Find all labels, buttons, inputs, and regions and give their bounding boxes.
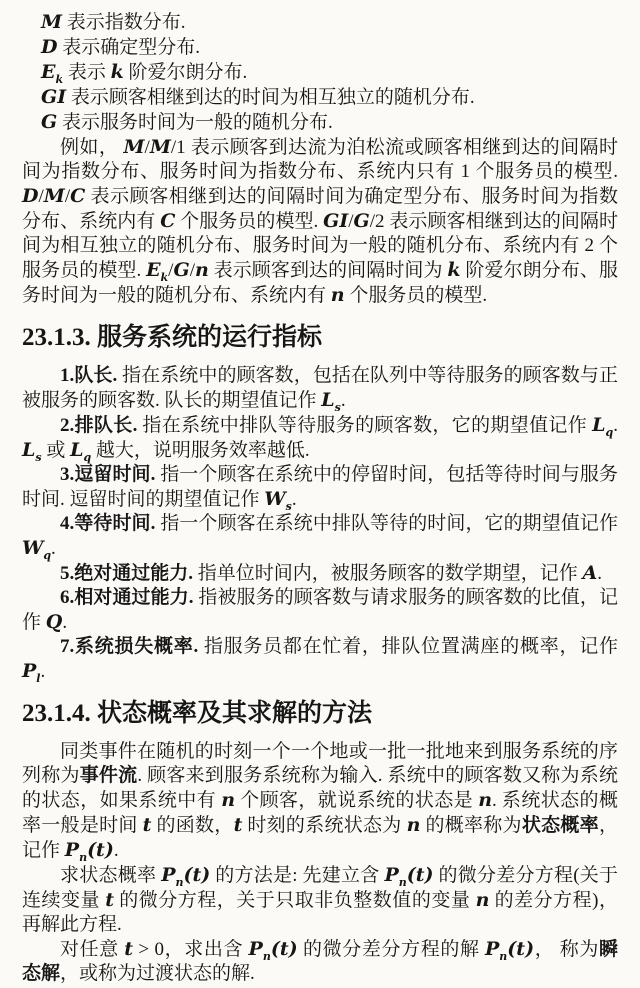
- state-probability-section: [22, 740, 618, 988]
- model-examples-paragraph: 例如， M/M/1 表示顾客到达流为泊松流或顾客相继到达的间隔时间为指数分布、服务时间为指数分布、系统内只有 1 个服务员的模型. D/M/C 表示顾客相继到达的间隔时间为确定型分布、服务时间为指数分布、系统内有 C 个服务员的模型. GI/G/2 表示顾客相继到达的间隔时间为相互独立的随机分布、服务时间为一般的随机分布、系统内有 2 个服务员的模型. $E_k/G/n$ 表示顾客到达的间隔时间为 k 阶爱尔朗分布、服务时间为一般的随机分布、系统内有 n 个服务员的模型.: [22, 136, 618, 306]
- definition-deterministic: D 表示确定型分布.: [41, 36, 200, 58]
- section-heading-23-1-3: 23.1.3. 服务系统的运行指标: [22, 324, 323, 351]
- state-probability-method-paragraph: 求状态概率 $P_n(t)$ 的方法是: 先建立含 $P_n(t)$ 的微分差分方程(关于连续变量 t 的微分方程，关于只取非负整数值的变量 n 的差分方程)，再解此方程.: [22, 864, 619, 935]
- metric-item-loss-probability: 7.系统损失概率. 指服务员都在忙着，排队位置满座的概率，记作 $P_l$.: [22, 636, 618, 685]
- metric-item-relative-throughput: 6.相对通过能力. 指被服务的顾客数与请求服务的顾客数的比值，记作 Q.: [22, 587, 618, 633]
- operation-metrics-list: [22, 364, 618, 684]
- metric-item-waiting-line-length: 2.排队长. 指在系统中排队等待服务的顾客数，它的期望值记作 $L_q$. $L_s$ 或 $L_q$ 越大，说明服务效率越低.: [22, 414, 618, 464]
- definition-general: G 表示服务时间为一般的随机分布.: [41, 111, 333, 133]
- section-heading-23-1-4: 23.1.4. 状态概率及其求解的方法: [22, 700, 373, 727]
- definition-general-independent: GI 表示顾客相继到达的时间为相互独立的随机分布.: [41, 86, 475, 108]
- metric-item-queue-length: 1.队长. 指在系统中的顾客数，包括在队列中等待服务的顾客数与正被服务的顾客数. 队长的期望值记作 $L_s$.: [22, 365, 618, 414]
- definition-erlang: $E_k$ 表示 k 阶爱尔朗分布.: [41, 61, 248, 86]
- definition-exponential: M 表示指数分布.: [41, 11, 186, 33]
- transient-solution-paragraph: 对任意 t > 0，求出含 $P_n(t)$ 的微分差分方程的解 $P_n(t)$， 称为瞬态解，或称为过渡状态的解.: [22, 938, 618, 984]
- metric-item-sojourn-time: 3.逗留时间. 指一个顾客在系统中的停留时间，包括等待时间与服务时间. 逗留时间的期望值记作 $W_s$.: [22, 464, 618, 513]
- notation-definitions: [22, 10, 618, 135]
- metric-item-absolute-throughput: 5.绝对通过能力. 指单位时间内，被服务顾客的数学期望，记作 A.: [60, 562, 603, 584]
- state-probability-intro-paragraph: 同类事件在随机的时刻一个一个地或一批一批地来到服务系统的序列称为事件流. 顾客来到服务系统称为输入. 系统中的顾客数又称为系统的状态，如果系统中有 n 个顾客，就说系统的状态是 n. 系统状态的概率一般是时间 t 的函数，t 时刻的系统状态为 n 的概率称为状态概率，记作 $P_n(t)$.: [22, 741, 618, 864]
- metric-item-waiting-time: 4.等待时间. 指一个顾客在系统中排队等待的时间，它的期望值记作 $W_q$.: [22, 513, 618, 562]
